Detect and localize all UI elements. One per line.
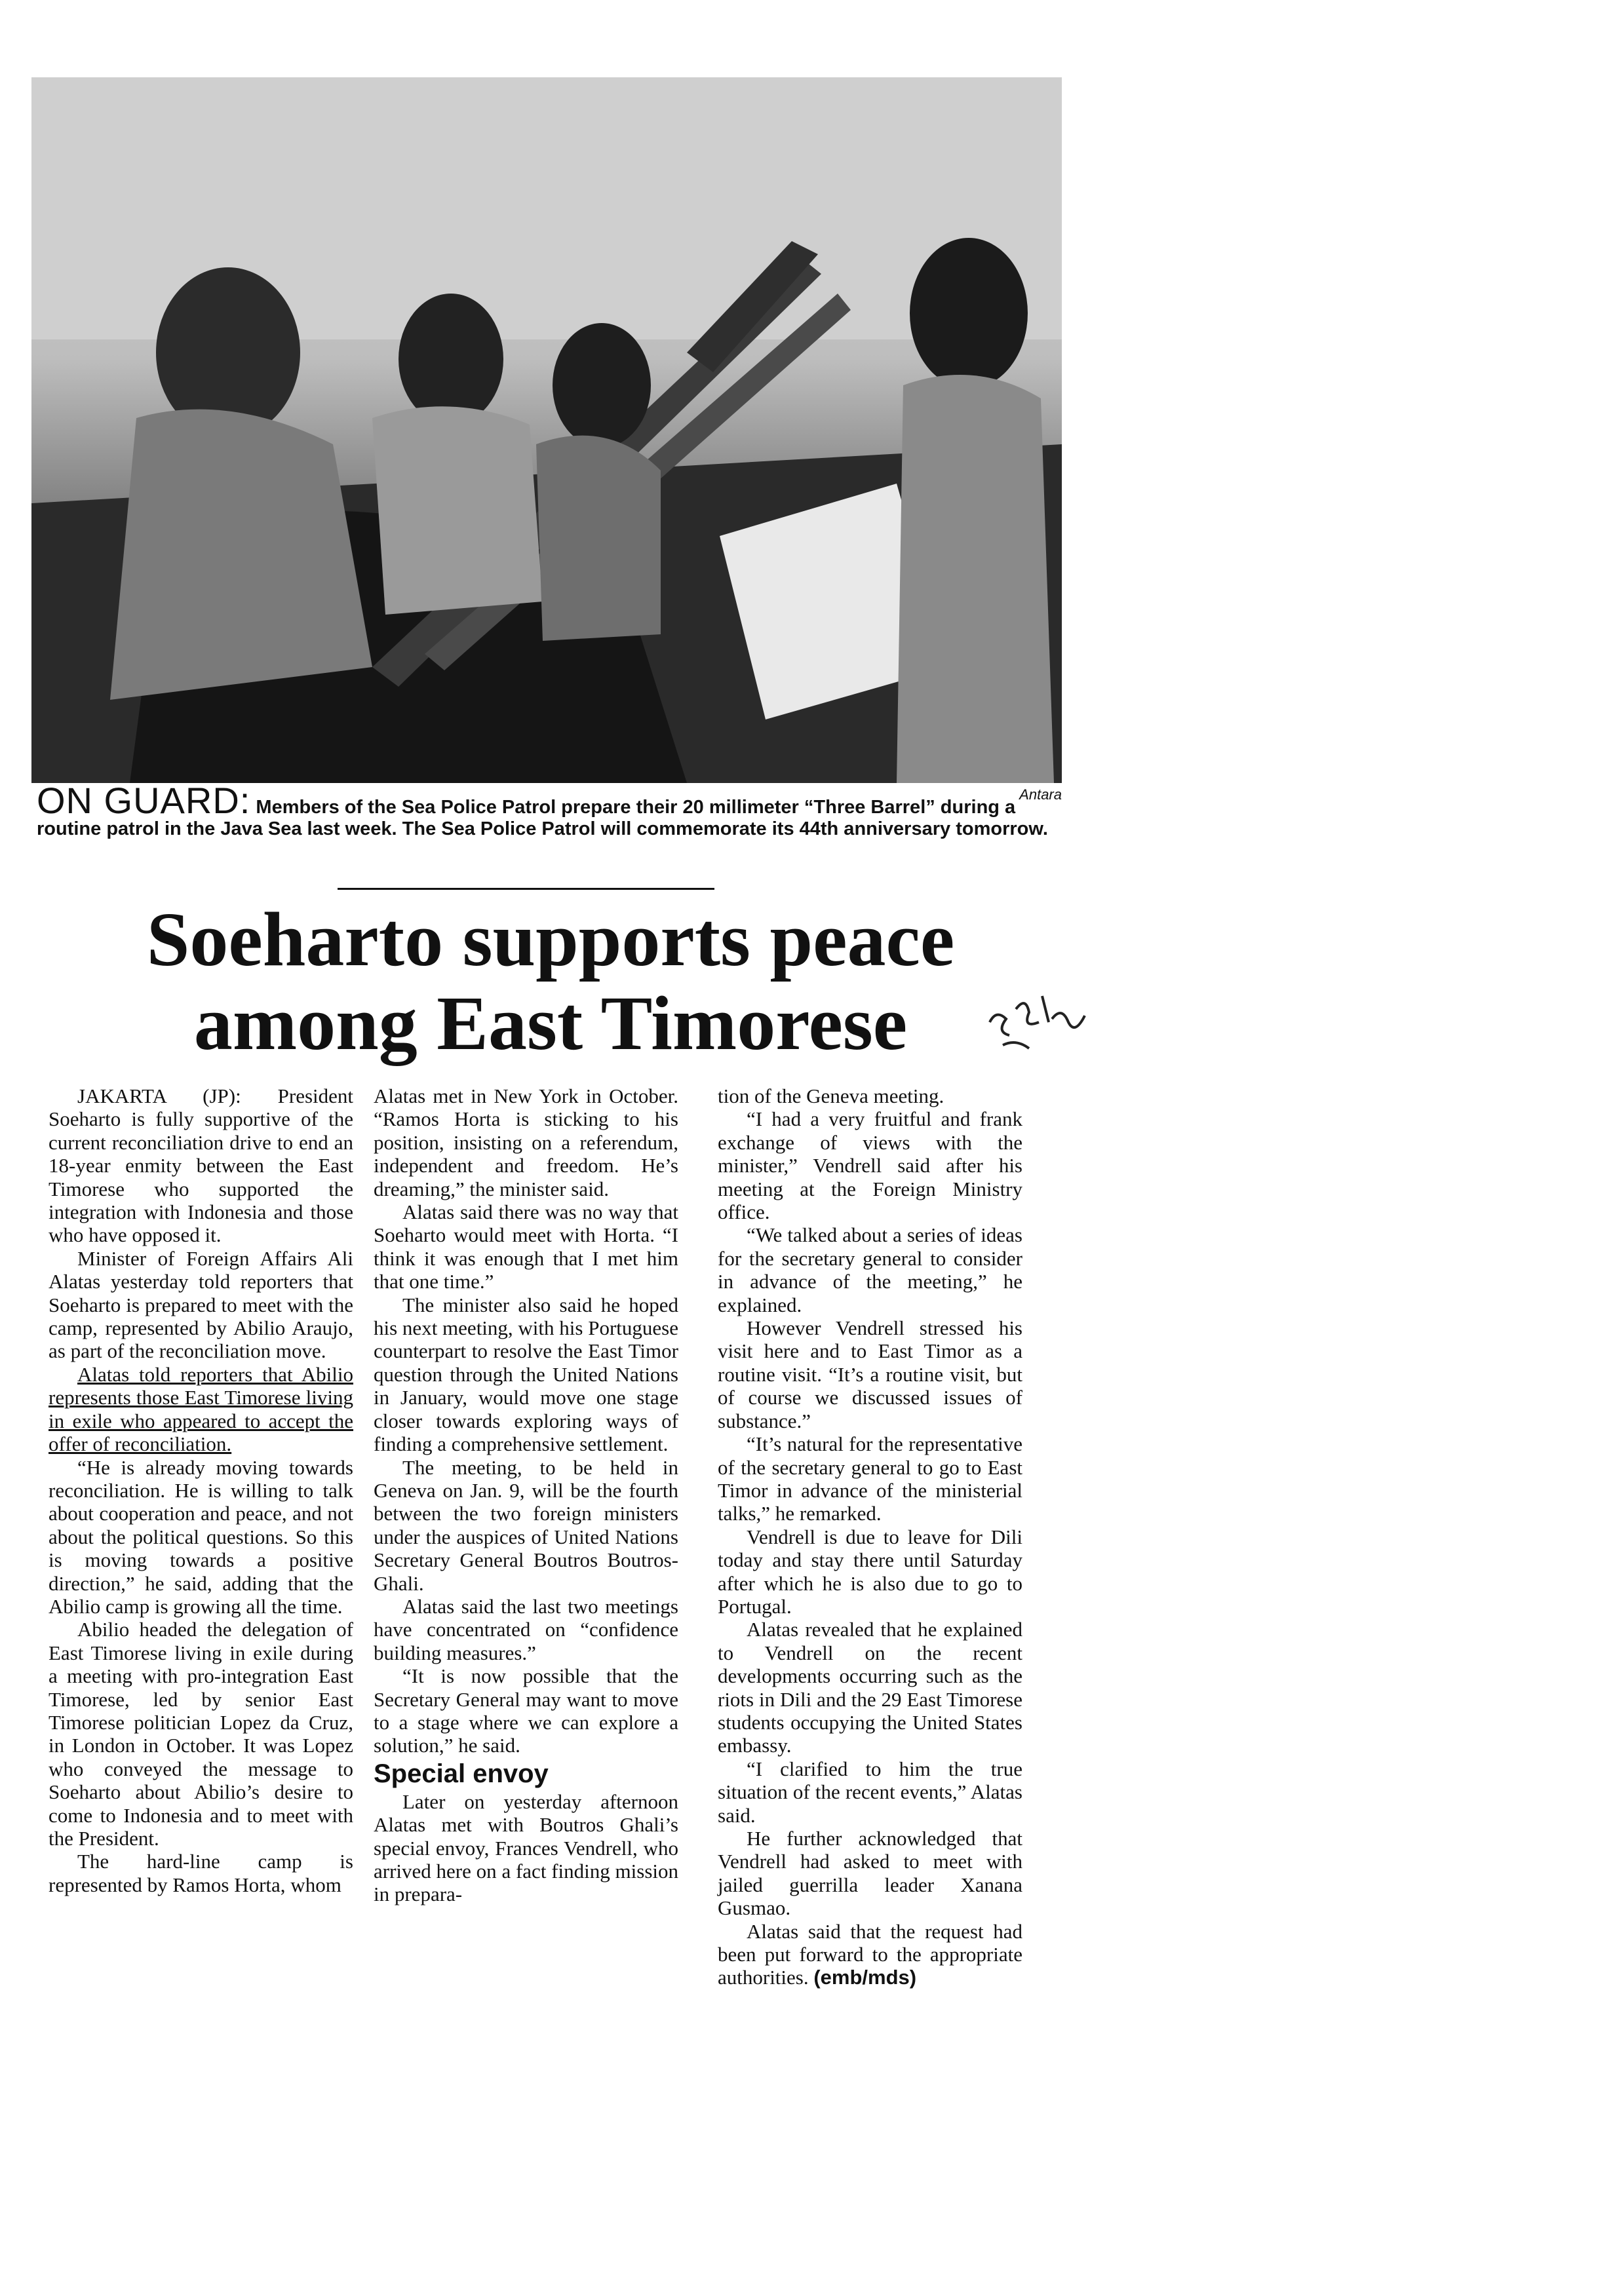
- headline-line-1: Soeharto supports peace: [146, 896, 955, 982]
- news-photo: [31, 77, 1062, 783]
- paragraph: “It’s natural for the representative of the secretary general to go to East Timor in advance of the ministerial talks,” he remarked.: [718, 1432, 1022, 1525]
- article-column-1: [49, 1084, 353, 1896]
- paragraph: Alatas revealed that he explained to Vendrell on the recent developments occurring such as the riots in Dili and the 29 East Timorese students occupying the United States embassy.: [718, 1618, 1022, 1757]
- paragraph: “We talked about a series of ideas for the secretary general to consider in advance of the meeting,” he explained.: [718, 1223, 1022, 1316]
- paragraph: “He is already moving towards reconciliation. He is willing to talk about cooperation and peace, and not about the political questions. So this is moving towards a positive direction,” he said, adding that the Abilio camp is growing all the time.: [49, 1455, 353, 1618]
- paragraph: However Vendrell stressed his visit here and to East Timor as a routine visit. “It’s a routine visit, but of course we discussed issues of substance.”: [718, 1316, 1022, 1432]
- paragraph: JAKARTA (JP): President Soeharto is fully supportive of the current reconciliation drive to end an 18-year enmity between the East Timorese who supported the integration with Indonesia and those who have opposed it.: [49, 1084, 353, 1247]
- paragraph: Vendrell is due to leave for Dili today and stay there until Saturday after which he is also due to go to Portugal.: [718, 1525, 1022, 1618]
- handwritten-date-note: [977, 983, 1095, 1055]
- photo-credit: Antara: [1019, 786, 1062, 803]
- paragraph: He further acknowledged that Vendrell had asked to meet with jailed guerrilla leader Xanana Gusmao.: [718, 1827, 1022, 1920]
- article-column-3: [718, 1084, 1022, 1989]
- paragraph: [718, 1920, 1022, 1989]
- photo-illustration: [31, 77, 1062, 783]
- paragraph: tion of the Geneva meeting.: [718, 1084, 944, 1107]
- paragraph: Alatas said there was no way that Soeharto would meet with Horta. “I think it was enough that I met him that one time.”: [374, 1200, 678, 1293]
- paragraph: Abilio headed the delegation of East Timorese living in exile during a meeting with pro-integration East Timorese, led by senior East Timorese politician Lopez da Cruz, in London in October. It was Lopez who conveyed the message to Soeharto about Abilio’s desire to come to Indonesia and to meet with the President.: [49, 1618, 353, 1850]
- paragraph: Minister of Foreign Affairs Ali Alatas yesterday told reporters that Soeharto is prepared to meet with the camp, represented by Abilio Araujo, as part of the reconciliation move.: [49, 1246, 353, 1363]
- photo-caption: [37, 780, 1059, 840]
- subhead: Special envoy: [374, 1759, 549, 1788]
- separator-rule: [338, 888, 714, 890]
- paragraph: Alatas met in New York in October. “Ramos Horta is sticking to his position, insisting on a referendum, independent and freedom. He’s dreaming,” the minister said.: [374, 1084, 678, 1200]
- paragraph: The hard-line camp is represented by Ramos Horta, whom: [49, 1850, 353, 1896]
- article-column-2: [374, 1084, 678, 1906]
- paragraph: Alatas said the last two meetings have concentrated on “confidence building measures.”: [374, 1594, 678, 1664]
- headline-line-2: among East Timorese: [193, 980, 908, 1066]
- caption-lead: ON GUARD:: [37, 780, 251, 821]
- paragraph: Later on yesterday afternoon Alatas met with Boutros Ghali’s special envoy, Frances Vendrell, who arrived here on a fact finding mission in prepara-: [374, 1789, 678, 1906]
- paragraph: The minister also said he hoped his next meeting, with his Portuguese counterpart to resolve the East Timor question through the United Nations in January, would move one stage closer towards exploring ways of finding a comprehensive settlement.: [374, 1293, 678, 1456]
- paragraph: “I clarified to him the true situation of the recent events,” Alatas said.: [718, 1757, 1022, 1827]
- paragraph: Alatas told reporters that Abilio represents those East Timorese living in exile who appeared to accept the offer of reconciliation.: [49, 1362, 353, 1456]
- byline-signature: (emb/mds): [813, 1966, 917, 1989]
- paragraph: “It is now possible that the Secretary General may want to move to a stage where we can explore a solution,” he said.: [374, 1664, 678, 1757]
- paragraph: The meeting, to be held in Geneva on Jan. 9, will be the fourth between the two foreign ministers under the auspices of United Nations Secretary General Boutros Boutros-Ghali.: [374, 1455, 678, 1595]
- headline: [39, 898, 1062, 1065]
- caption-text: Members of the Sea Police Patrol prepare their 20 millimeter “Three Barrel” during a routine patrol in the Java Sea last week. The Sea Police Patrol will commemorate its 44th anniversary tomorrow.: [37, 797, 1048, 839]
- paragraph: “I had a very fruitful and frank exchange of views with the minister,” Vendrell said after his meeting at the Foreign Ministry office.: [718, 1107, 1022, 1224]
- paragraph-text: Alatas said that the request had been put forward to the appropriate authorities.: [718, 1919, 1022, 1989]
